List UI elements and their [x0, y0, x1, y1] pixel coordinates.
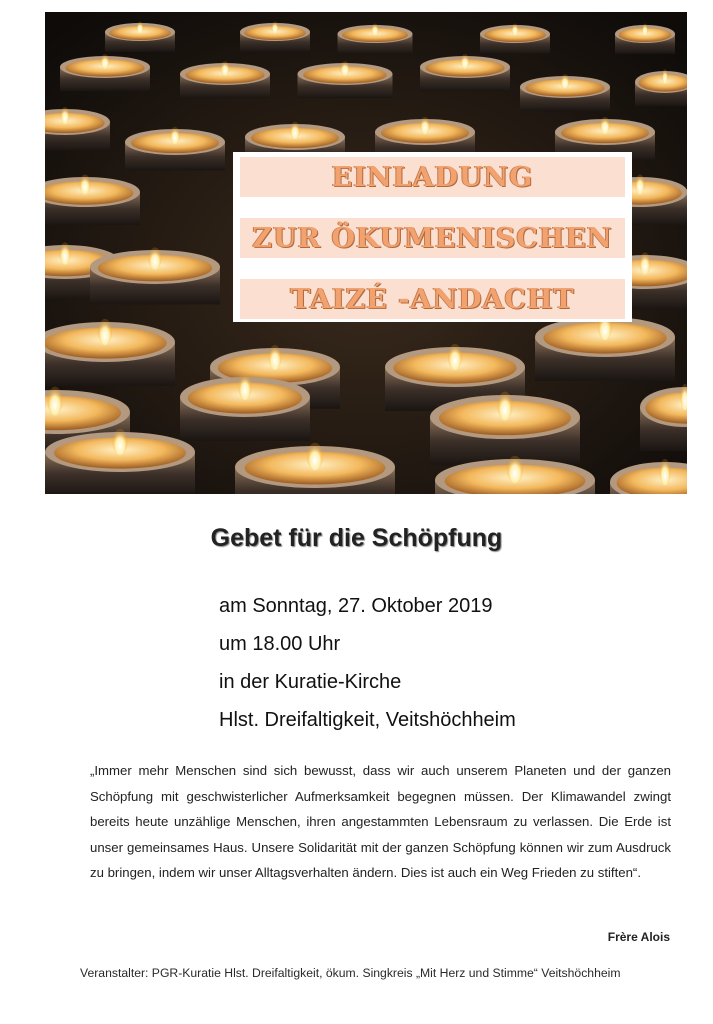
page-title: Gebet für die Schöpfung — [210, 524, 503, 552]
quote-author: Frère Alois — [607, 930, 670, 944]
candle-flame — [98, 319, 112, 345]
banner-line-invitation: EINLADUNG — [240, 157, 625, 197]
candle-flame — [137, 22, 144, 34]
event-time: um 18.00 Uhr — [219, 633, 341, 655]
banner-line-ecumenical: ZUR ÖKUMENISCHEN — [240, 218, 625, 258]
candle-flame — [640, 252, 651, 274]
candle-flame — [660, 459, 671, 485]
candle-flame — [461, 54, 470, 69]
candle-flame — [239, 374, 252, 400]
candle-flame — [60, 242, 71, 264]
candle-flame — [48, 387, 63, 416]
candles-photo — [45, 12, 687, 494]
organizer-footer: Veranstalter: PGR-Kuratie Hlst. Dreifaltigkeit, ökum. Singkreis „Mit Herz und Stimme“ Veitshöchheim — [80, 966, 621, 980]
candle-flame — [448, 344, 462, 370]
event-details — [219, 590, 516, 742]
banner-line-taize: TAIZÉ -ANDACHT — [240, 279, 625, 319]
candle-flame — [101, 54, 110, 69]
candle-flame — [149, 247, 162, 269]
candle-flame — [642, 24, 648, 36]
candle-flame — [269, 345, 282, 370]
event-date: am Sonntag, 27. Oktober 2019 — [219, 595, 493, 617]
candle-flame — [498, 392, 513, 421]
candle-flame — [221, 61, 230, 76]
event-church: Hlst. Dreifaltigkeit, Veitshöchheim — [219, 709, 516, 731]
candle-flame — [340, 61, 350, 76]
invitation-banner — [233, 152, 632, 322]
candle-flame — [170, 127, 180, 144]
quote-text: „Immer mehr Menschen sind sich bewusst, dass wir auch unserem Planeten und der ganzen Schöpfung mit geschwisterlicher Aufmerksamkeit begegnen müssen. Der Klimawandel zwingt bereits heute unzählige Menschen, ihren angestammten Lebensraum zu verlassen. Die Erde ist unser gemeinsames Haus. Unsere Solidarität mit der ganzen Schöpfung können wir zum Ausdruck zu bringen, indem wir unser Alltagsverhalten ändern. Dies ist auch ein Weg Frieden zu stiften“. — [90, 763, 671, 881]
candle-flame — [512, 24, 519, 36]
candle-flame — [635, 175, 645, 195]
candle-flame — [80, 175, 91, 195]
candle-flame — [307, 443, 323, 471]
candle-flame — [600, 117, 610, 134]
candle-flame — [561, 74, 570, 89]
candle-flame — [272, 22, 279, 34]
candle-flame — [507, 456, 523, 484]
candle-flame — [290, 122, 300, 139]
event-place: in der Kuratie-Kirche — [219, 671, 402, 693]
candle-flame — [61, 107, 70, 124]
candle-flame — [662, 69, 668, 84]
candle-flame — [113, 429, 128, 455]
candle-flame — [371, 24, 379, 36]
candle-flame — [420, 117, 430, 134]
